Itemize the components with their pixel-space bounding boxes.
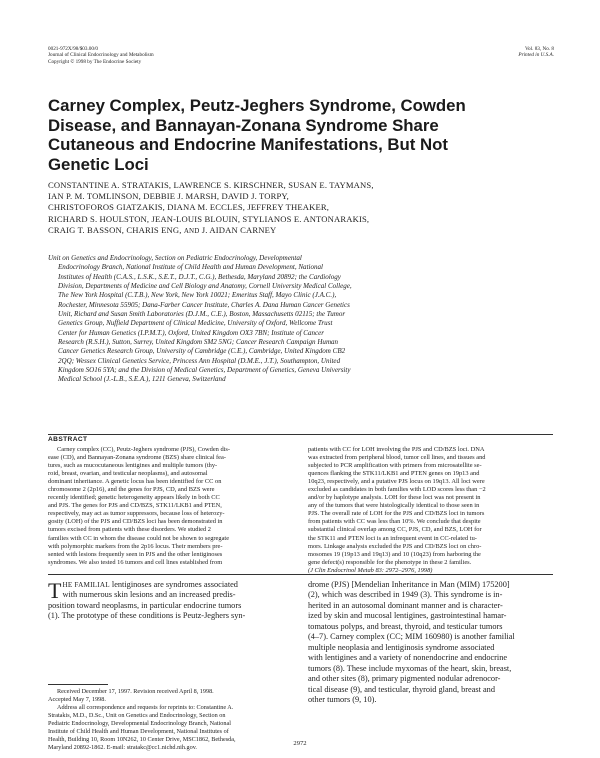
abstract-line: families with CC in whom the disease could not be shown to segregate: [48, 534, 230, 542]
header-line: Journal of Clinical Endocrinology and Metabolism: [48, 52, 154, 59]
author-line: [48, 225, 558, 237]
abstract-line: mors. Linkage analysis excluded the PJS and CD/BZS loci on chro-: [308, 542, 482, 550]
body-line: and other sites (8), primary pigmented nodular adrenocor-: [308, 674, 501, 684]
abstract-line: recently identified; genetic heterogeneity appears likely in both CC: [48, 494, 220, 502]
footnote-rule: [48, 684, 108, 685]
abstract-line: mosomes 19 (19p13 and 19q13) and 10 (10q23) from harboring the: [308, 550, 481, 558]
affiliation-line: Genetics Group, Nuffield Department of Clinical Medicine, University of Oxford, Wellcome Trust: [58, 319, 333, 328]
abstract-line: PJS. The overall rate of LOH for the PJS and CD/BZS loci in tumors: [308, 510, 485, 518]
body-line: with lentigines and a variety of nonendocrine and endocrine: [308, 653, 508, 663]
affiliation-line: Unit, Richard and Susan Smith Laboratories (D.J.M., C.E.), Boston, Massachusetts 02115; the Tumor: [58, 310, 346, 319]
abstract-line: substantial clinical overlap among CC, PJS, CD, and BZS, LOH for: [308, 526, 482, 534]
abstract-line: patients with CC for LOH involving the PJS and CD/BZS loci. DNA: [308, 446, 485, 453]
drop-cap: T: [48, 578, 62, 603]
journal-header: [48, 46, 154, 65]
title-line: Genetic Loci: [48, 154, 149, 174]
abstract-line: tumors excised from patients with these disorders. We studied 2: [48, 526, 212, 534]
title-line: Carney Complex, Peutz-Jeghers Syndrome, Cowden: [48, 96, 466, 115]
footnote-line: Health, Building 10, Room 10N262, 10 Center Drive, MSC1862, Bethesda,: [48, 735, 236, 743]
footnote-line: Stratakis, M.D., D.Sc., Unit on Genetics and Endocrinology, Section on: [48, 711, 226, 719]
volume-line: Vol. 83, No. 8: [524, 46, 554, 52]
body-line: other tumors (9, 10).: [308, 694, 377, 704]
abstract-column-right: [308, 446, 554, 575]
footnote-line: Received December 17, 1997. Revision received April 8, 1998.: [57, 688, 214, 695]
body-line: with numerous skin lesions and an increased predis-: [62, 590, 236, 600]
abstract-line: any of the tumors that were histologically identical to those seen in: [308, 502, 480, 510]
abstract-line: with polymorphic markers from the 2p16 locus. Their members pre-: [48, 542, 223, 550]
author-last: J. AIDAN CARNEY: [201, 224, 277, 235]
article-title: [48, 96, 548, 174]
author-list: [48, 180, 558, 237]
body-line: tumors (8). These include myxomas of the heart, skin, breast,: [308, 663, 512, 673]
footnote-line: Institute of Child Health and Human Development, National Institutes of: [48, 727, 229, 735]
affiliation-line: Division, Departments of Medicine and Cell Biology and Anatomy, Cornell University Medical College,: [58, 282, 352, 291]
body-line: tomatous polyps, and breast, thyroid, and testicular tumors: [308, 621, 503, 631]
abstract-line: 10q23, respectively, and a putative PJS locus on 19q13. All loci were: [308, 478, 485, 486]
footnote-line: Accepted May 7, 1998.: [48, 695, 106, 703]
affiliation-line: Research (R.S.H.), Sutton, Surrey, United Kingdom SM2 5NG; Cancer Research Campaign Human: [58, 338, 339, 347]
abstract-line: quences flanking the STK11/LKB1 and PTEN genes on 19p13 and: [308, 470, 480, 478]
title-line: Cutaneous and Endocrine Manifestations, But Not: [48, 135, 448, 154]
abstract-heading: ABSTRACT: [48, 436, 88, 443]
abstract-line: respectively, may act as tumor suppressors, because loss of heterozy-: [48, 510, 225, 518]
affiliation-line: Institutes of Health (C.A.S., L.S.K., S.E.T., D.J.T., C.G.), Bethesda, Maryland 20892; the Cardiology: [58, 272, 341, 281]
abstract-column-left: [48, 446, 296, 567]
abstract-top-rule: [48, 434, 553, 435]
printed-line: Printed in U.S.A.: [518, 52, 554, 59]
abstract-line: Carney complex (CC), Peutz-Jeghers syndrome (PJS), Cowden dis-: [57, 446, 231, 453]
abstract-line: tures, such as mucocutaneous lentigines and multiple tumors (thy-: [48, 462, 218, 470]
abstract-line: and PJS. The genes for PJS and CD/BZS, STK11/LKB1 and PTEN,: [48, 502, 222, 510]
abstract-bottom-rule: [48, 574, 553, 575]
affiliation-line: Unit on Genetics and Endocrinology, Section on Pediatric Endocrinology, Developmental: [48, 254, 302, 262]
author-line: CONSTANTINE A. STRATAKIS, LAWRENCE S. KIRSCHNER, SUSAN E. TAYMANS,: [48, 180, 374, 190]
abstract-citation: (J Clin Endocrinol Metab 83: 2972–2976, 1998): [308, 566, 433, 574]
header-line: 0021-972X/98/$03.00/0: [48, 46, 99, 52]
header-line: Copyright © 1998 by The Endocrine Society: [48, 58, 142, 65]
abstract-line: excluded as candidates in both families with LOD scores less than −2: [308, 486, 486, 494]
abstract-line: subjected to PCR amplification with primers from microsatellite se-: [308, 462, 482, 470]
author-line: CHRISTOFOROS GIATZAKIS, DIANA M. ECCLES, JEFFREY THEAKER,: [48, 202, 330, 213]
abstract-line: gene defect(s) responsible for the phenotype in these 2 families.: [308, 558, 472, 566]
abstract-line: ease (CD), and Bannayan-Zonana syndrome (BZS) share clinical fea-: [48, 454, 226, 462]
body-line: ized by skin and mucosal lentigines, gastrointestinal hamar-: [308, 611, 507, 621]
body-line: herited in an autosomal dominant manner and is character-: [308, 600, 503, 610]
affiliation-line: Endocrinology Branch, National Institute of Child Health and Human Development, National: [58, 263, 324, 272]
abstract-line: dominant inheritance. A genetic locus has been identified for CC on: [48, 478, 222, 486]
affiliation-line: Medical School (J.-L.B., S.E.A.), 1211 Geneva, Switzerland: [58, 375, 226, 384]
abstract-line: gosity (LOH) of the PJS and CD/BZS loci has been demonstrated in: [48, 518, 223, 526]
body-line-text: lentiginoses are syndromes associated: [109, 580, 238, 589]
body-line: position toward neoplasms, in particular endocrine tumors: [48, 601, 242, 610]
abstract-line: sented with lesions frequently seen in PJS and the other lentiginoses: [48, 550, 223, 558]
body-column-left: [48, 580, 296, 622]
author-line: IAN P. M. TOMLINSON, DEBBIE J. MARSH, DAVID J. TORPY,: [48, 191, 289, 202]
footnote-line: Address all correspondence and requests for reprints to: Constantine A.: [57, 703, 234, 711]
abstract-line: syndromes. We also tested 16 tumors and cell lines established from: [48, 558, 223, 566]
abstract-line: chromosome 2 (2p16), and the genes for PJS, CD, and BZS were: [48, 486, 215, 494]
title-line: Disease, and Bannayan-Zonana Syndrome Share: [48, 115, 439, 135]
footnote-line: Maryland 20892-1862. E-mail: stratakc@cc1.nichd.nih.gov.: [48, 743, 197, 751]
abstract-line: roid, breast, ovarian, and testicular neoplasms), and autosomal: [48, 470, 208, 478]
affiliation-line: The New York Hospital (C.T.B.), New York, New York 10021; Emeritus Staff, Mayo Clinic (J.A.C.),: [58, 291, 337, 300]
abstract-line: the STK11 and PTEN loci is an infrequent event in CC-related tu-: [308, 534, 477, 542]
affiliation-line: Center for Human Genetics (I.P.M.T.), Oxford, United Kingdom OX3 7BN; Institute of Cancer: [58, 328, 325, 337]
body-line: (1). The prototype of these conditions is Peutz-Jeghers syn-: [48, 611, 246, 621]
page-number: 2972: [293, 740, 307, 747]
body-line: drome (PJS) [Mendelian Inheritance in Man (MIM) 175200]: [308, 580, 510, 589]
small-caps-lead: HE FAMILIAL: [62, 581, 110, 589]
body-line: (4–7). Carney complex (CC; MIM 160980) is another familial: [308, 632, 515, 642]
volume-header: [518, 46, 554, 59]
affiliations: [48, 254, 558, 385]
affiliation-line: Kingdom SO16 5YA; and the Division of Medical Genetics, Department of Genetics, Geneva University: [58, 366, 351, 375]
abstract-line: from patients with CC was less than 10%. We conclude that despite: [308, 518, 481, 526]
body-column-right: [308, 580, 554, 705]
affiliation-line: 2QQ; Wessex Clinical Genetics Service, Princess Ann Hospital (D.M.E., J.T.), Southampton, United: [58, 356, 341, 365]
author-line: RICHARD S. HOULSTON, JEAN-LOUIS BLOUIN, STYLIANOS E. ANTONARAKIS,: [48, 213, 370, 224]
abstract-line: and/or by haplotype analysis. LOH for these loci was not present in: [308, 494, 481, 502]
footnote-line: Pediatric Endocrinology, Developmental Endocrinology Branch, National: [48, 719, 231, 727]
body-line: tical disease (9), and testicular, thyroid gland, breast and: [308, 684, 495, 694]
abstract-line: was extracted from peripheral blood, tumor cell lines, and tissues and: [308, 454, 486, 462]
author-and: AND: [183, 226, 200, 235]
body-line: multiple neoplasia and lentiginosis syndrome associated: [308, 642, 495, 652]
affiliation-line: Rochester, Minnesota 55905; Dana-Farber Cancer Institute, Charles A. Dana Human Cancer Genetics: [58, 300, 350, 309]
affiliation-line: Cancer Genetics Research Group, University of Cambridge (C.E.), Cambridge, United Kingdom CB2: [58, 347, 346, 356]
author-line-text: CRAIG T. BASSON, CHARIS ENG,: [48, 224, 182, 235]
body-line: [48, 580, 296, 590]
body-line: (2), which was described in 1949 (3). This syndrome is in-: [308, 590, 503, 600]
